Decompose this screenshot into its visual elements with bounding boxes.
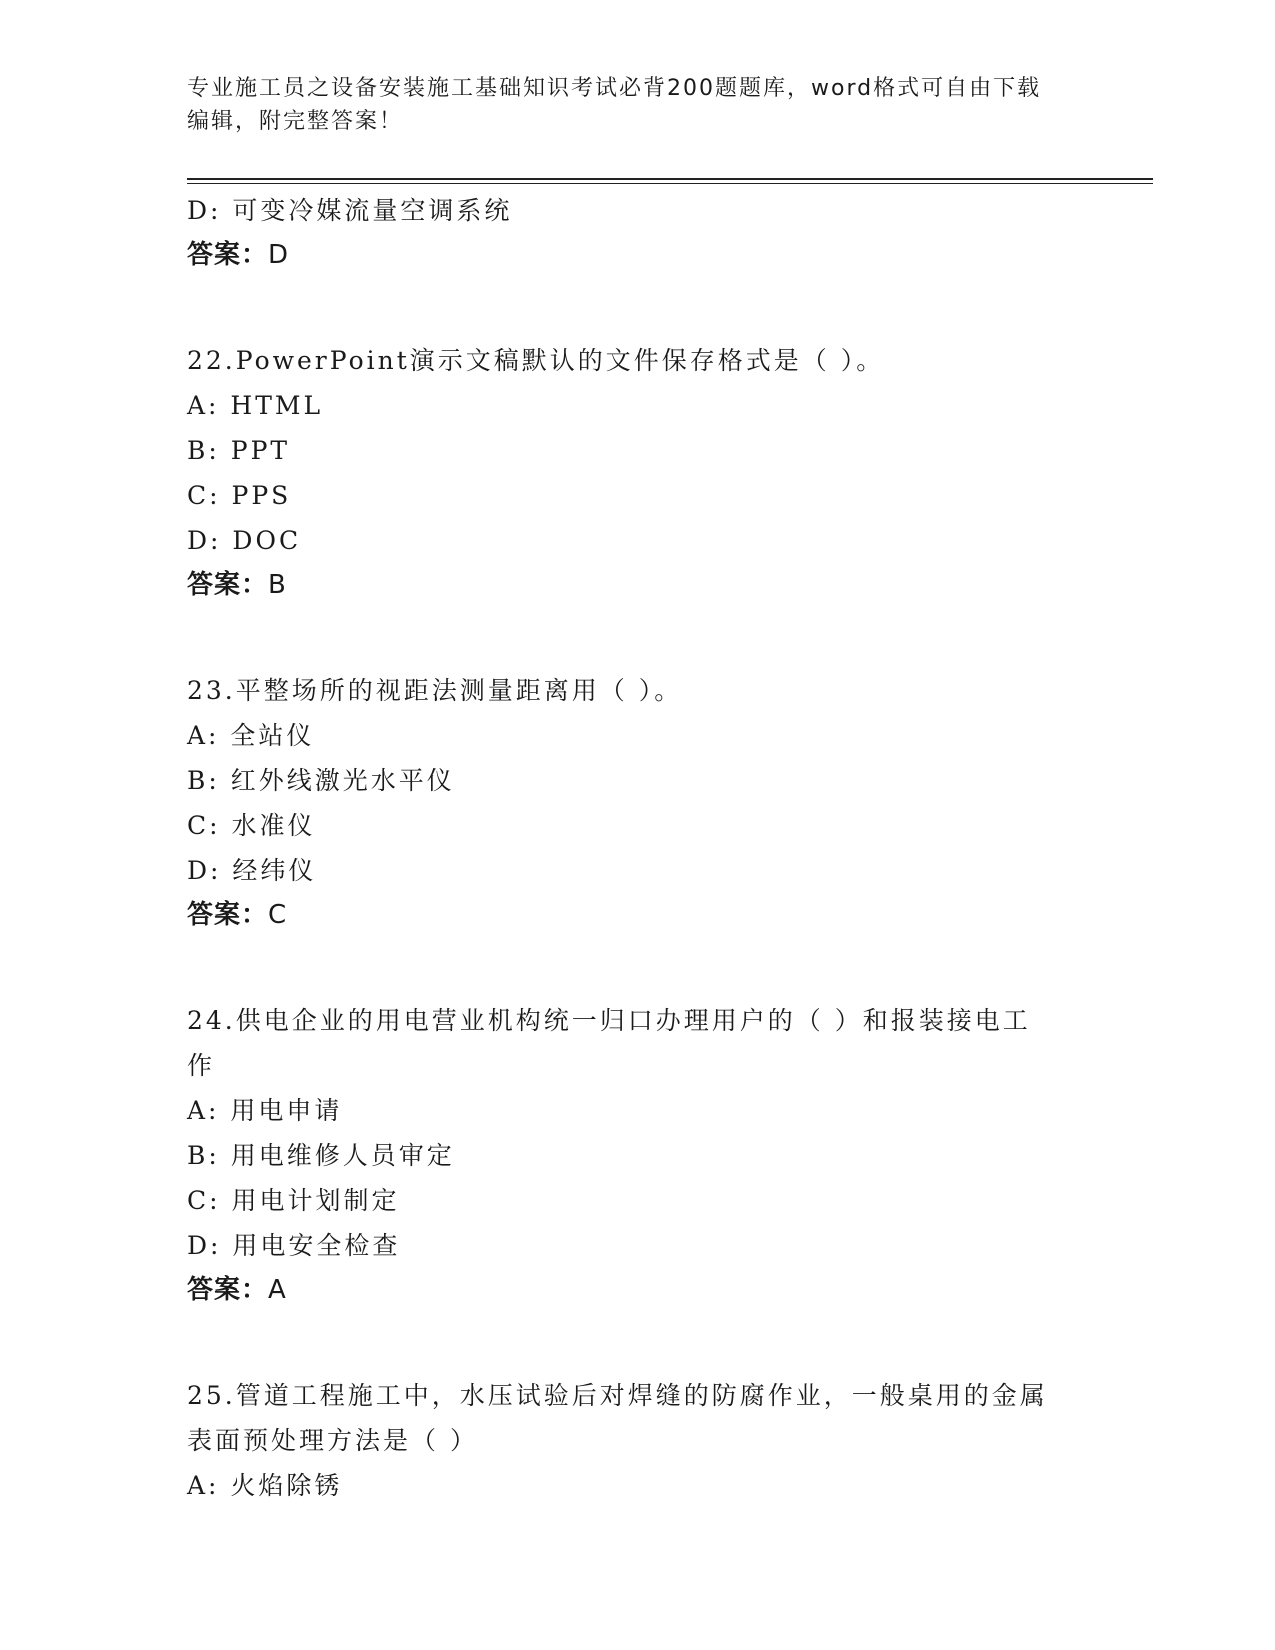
option-c: C: 水准仪 — [187, 811, 316, 840]
header-rule-thin — [187, 183, 1153, 184]
question-24 — [187, 998, 1087, 1313]
option-a: A: 火焰除锈 — [187, 1471, 343, 1500]
option-c: C: 用电计划制定 — [187, 1186, 400, 1215]
question-title: 23.平整场所的视距法测量距离用（ ）。 — [187, 676, 683, 705]
question-title-line-1: 24.供电企业的用电营业机构统一归口办理用户的（ ）和报装接电工 — [187, 1006, 1031, 1035]
document-header — [187, 72, 1067, 138]
option-c: C: PPS — [187, 481, 292, 510]
answer-label: 答案： — [187, 1275, 269, 1305]
question-25 — [187, 1373, 1087, 1508]
option-b: B: PPT — [187, 436, 291, 465]
answer-value: B — [268, 570, 287, 600]
option-d: D: 可变冷媒流量空调系统 — [187, 196, 513, 225]
option-b: B: 红外线激光水平仪 — [187, 766, 455, 795]
answer-line — [187, 563, 1087, 608]
question-title: 22.PowerPoint演示文稿默认的文件保存格式是（ ）。 — [187, 346, 885, 375]
answer-line — [187, 233, 1087, 278]
header-rule-thick — [187, 178, 1153, 180]
spacer — [187, 938, 1087, 998]
spacer — [187, 278, 1087, 338]
option-d: D: DOC — [187, 526, 302, 555]
question-title-line-2: 作 — [187, 1051, 216, 1080]
question-22 — [187, 338, 1087, 608]
option-a: A: 全站仪 — [187, 721, 315, 750]
document-body — [187, 188, 1087, 1508]
option-b: B: 用电维修人员审定 — [187, 1141, 455, 1170]
spacer — [187, 1313, 1087, 1373]
question-23 — [187, 668, 1087, 938]
answer-line — [187, 1268, 1087, 1313]
option-d: D: 经纬仪 — [187, 856, 317, 885]
answer-line — [187, 893, 1087, 938]
option-a: A: 用电申请 — [187, 1096, 343, 1125]
header-line-2: 编辑，附完整答案！ — [187, 109, 404, 134]
answer-label: 答案： — [187, 570, 269, 600]
question-title-line-2: 表面预处理方法是（ ） — [187, 1426, 478, 1455]
option-d: D: 用电安全检查 — [187, 1231, 401, 1260]
header-line-1: 专业施工员之设备安装施工基础知识考试必背200题题库，word格式可自由下载 — [187, 76, 1042, 101]
answer-label: 答案： — [187, 900, 269, 930]
question-title-line-1: 25.管道工程施工中，水压试验后对焊缝的防腐作业，一般桌用的金属 — [187, 1381, 1048, 1410]
answer-value: A — [268, 1275, 287, 1305]
option-a: A: HTML — [187, 391, 324, 420]
answer-label: 答案： — [187, 240, 269, 270]
spacer — [187, 608, 1087, 668]
answer-value: C — [268, 900, 288, 930]
answer-value: D — [268, 240, 290, 270]
